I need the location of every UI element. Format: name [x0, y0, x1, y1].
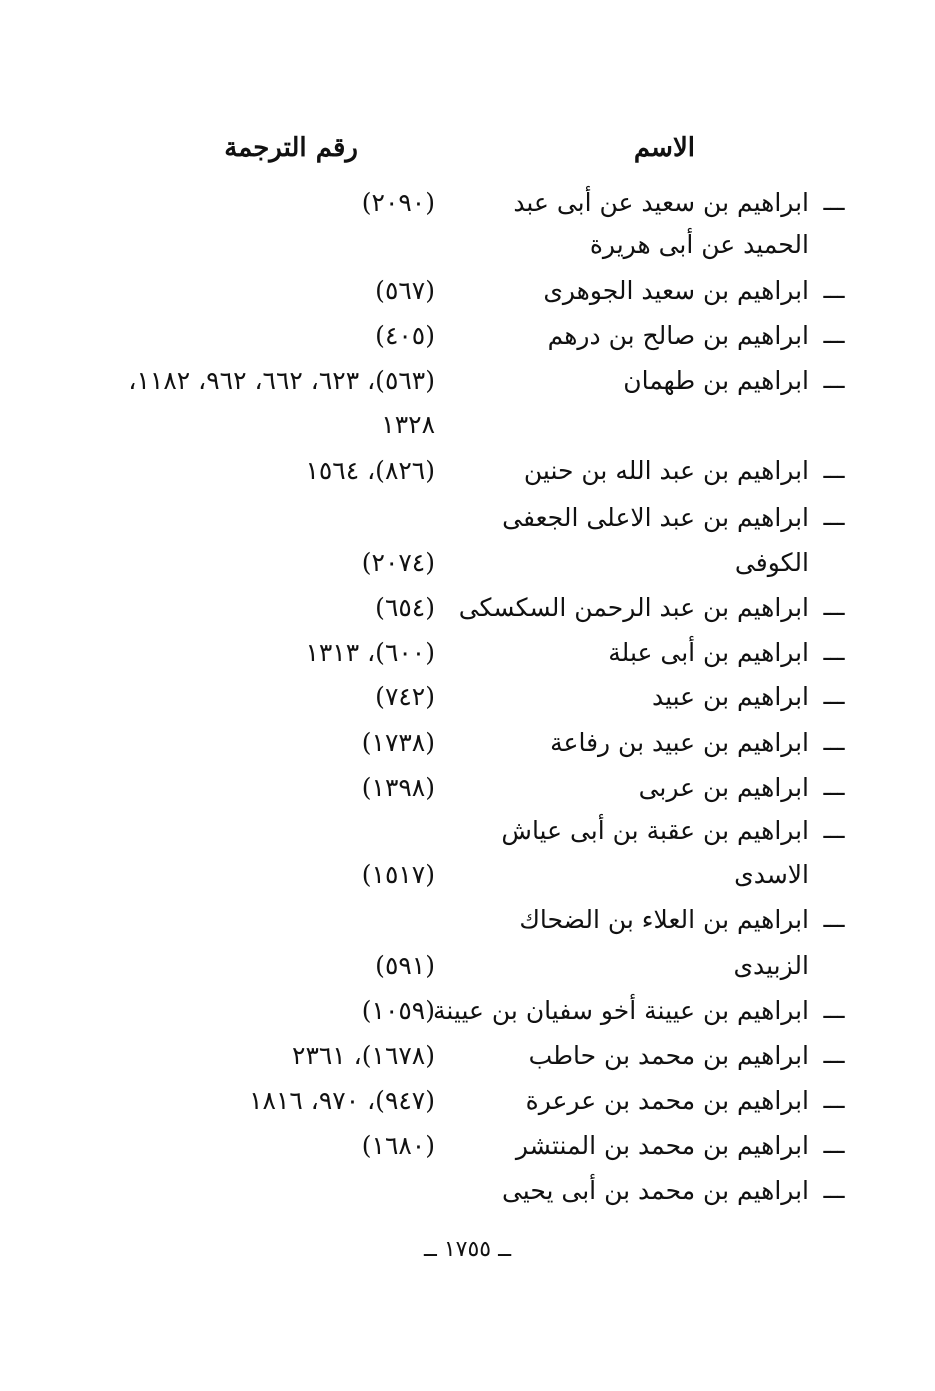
entry-name: الحميد عن أبى هريرة	[589, 230, 809, 259]
entry-name: الزبيدى	[733, 951, 809, 980]
entry-line	[0, 630, 935, 675]
entry-dash: ـــ	[823, 996, 845, 1024]
entry-name: ابراهيم بن محمد بن حاطب	[528, 1041, 809, 1070]
entry-dash: ـــ	[823, 773, 845, 801]
entry-reference: (١٦٧٨)، ٢٣٦١	[292, 1041, 435, 1070]
entry-line	[0, 674, 935, 719]
entry-reference: (٨٢٦)، ١٥٦٤	[305, 456, 435, 485]
entry-name: ابراهيم بن سعيد عن أبى عبد	[513, 188, 809, 217]
entry-name: ابراهيم بن عبيد بن رفاعة	[550, 728, 809, 757]
entry-dash: ـــ	[823, 503, 845, 531]
entry-dash: ـــ	[823, 1086, 845, 1114]
entry-name: ابراهيم بن صالح بن درهم	[547, 321, 809, 350]
entry-reference: (٢٠٧٤)	[361, 548, 435, 577]
entry-name: ابراهيم بن عبد الرحمن السكسكى	[458, 593, 809, 622]
entry-name: ابراهيم بن العلاء بن الضحاك	[519, 905, 809, 934]
entry-name: ابراهيم بن سعيد الجوهرى	[543, 276, 809, 305]
entry-dash: ـــ	[823, 728, 845, 756]
entry-reference: (١٦٨٠)	[361, 1131, 435, 1160]
entry-dash: ـــ	[823, 905, 845, 933]
entry-dash: ـــ	[823, 188, 845, 216]
entry-line	[0, 808, 935, 853]
entry-line	[0, 358, 935, 403]
entry-name: الاسدى	[734, 860, 809, 889]
entry-reference: (١٧٣٨)	[361, 728, 435, 757]
entry-dash: ـــ	[823, 366, 845, 394]
entry-line	[0, 988, 935, 1033]
entry-line	[0, 268, 935, 313]
entry-line	[0, 313, 935, 358]
entry-name: ابراهيم بن أبى عبلة	[608, 638, 809, 667]
entry-dash: ـــ	[823, 321, 845, 349]
entry-dash: ـــ	[823, 816, 845, 844]
entry-line	[0, 1123, 935, 1168]
entry-reference: (٢٠٩٠)	[361, 188, 435, 217]
entry-dash: ـــ	[823, 593, 845, 621]
entry-dash: ـــ	[823, 1176, 845, 1204]
entry-line	[0, 852, 935, 897]
entry-line	[0, 448, 935, 493]
entry-name: ابراهيم بن عبد الله بن حنين	[523, 456, 809, 485]
entry-name: ابراهيم بن طهمان	[623, 366, 809, 395]
entry-reference: (١٣٩٨)	[361, 773, 435, 802]
entry-reference: (٥٦٣)، ٦٢٣، ٦٦٢، ٩٦٢، ١١٨٢،	[128, 366, 435, 395]
entry-line	[0, 402, 935, 447]
entry-name: ابراهيم بن عبد الاعلى الجعفى	[502, 503, 809, 532]
entry-reference: (٩٤٧)، ٩٧٠، ١٨١٦	[249, 1086, 435, 1115]
entry-line	[0, 720, 935, 765]
entry-name: ابراهيم بن محمد بن أبى يحيى	[501, 1176, 809, 1205]
entry-name: ابراهيم بن محمد بن المنتشر	[515, 1131, 809, 1160]
entry-name: ابراهيم بن عقبة بن أبى عياش	[501, 816, 809, 845]
entry-line	[0, 943, 935, 988]
entry-reference: (١٠٥٩)	[361, 996, 435, 1025]
reference-column-header: رقم الترجمة	[224, 133, 358, 163]
entry-dash: ـــ	[823, 682, 845, 710]
entry-dash: ـــ	[823, 456, 845, 484]
entry-reference: (١٥١٧)	[361, 860, 435, 889]
entry-reference: (٥٦٧)	[375, 276, 435, 305]
entry-line	[0, 495, 935, 540]
entry-name: الكوفى	[734, 548, 809, 577]
entry-name: ابراهيم بن عيينة أخو سفيان بن عيينة	[432, 996, 809, 1025]
entry-name: ابراهيم بن محمد بن عرعرة	[525, 1086, 809, 1115]
entry-reference: (٧٤٢)	[375, 682, 435, 711]
entry-reference: (٤٠٥)	[375, 321, 435, 350]
entry-line	[0, 222, 935, 267]
entry-reference: (٥٩١)	[375, 951, 435, 980]
entry-line	[0, 1033, 935, 1078]
entry-dash: ـــ	[823, 1041, 845, 1069]
entry-dash: ـــ	[823, 638, 845, 666]
entry-line	[0, 765, 935, 810]
entry-line	[0, 585, 935, 630]
name-column-header: الاسم	[633, 133, 695, 163]
entry-reference: ١٣٢٨	[381, 410, 435, 439]
entry-line	[0, 1078, 935, 1123]
entry-dash: ـــ	[823, 276, 845, 304]
entry-line	[0, 1168, 935, 1213]
entry-reference: (٦٠٠)، ١٣١٣	[305, 638, 435, 667]
entry-name: ابراهيم بن عربى	[638, 773, 809, 802]
entry-line	[0, 540, 935, 585]
entry-line	[0, 180, 935, 225]
entry-reference: (٦٥٤)	[375, 593, 435, 622]
entry-line	[0, 897, 935, 942]
entry-dash: ـــ	[823, 1131, 845, 1159]
page-number: ــ ١٧٥٥ ــ	[423, 1237, 512, 1262]
entry-name: ابراهيم بن عبيد	[651, 682, 809, 711]
